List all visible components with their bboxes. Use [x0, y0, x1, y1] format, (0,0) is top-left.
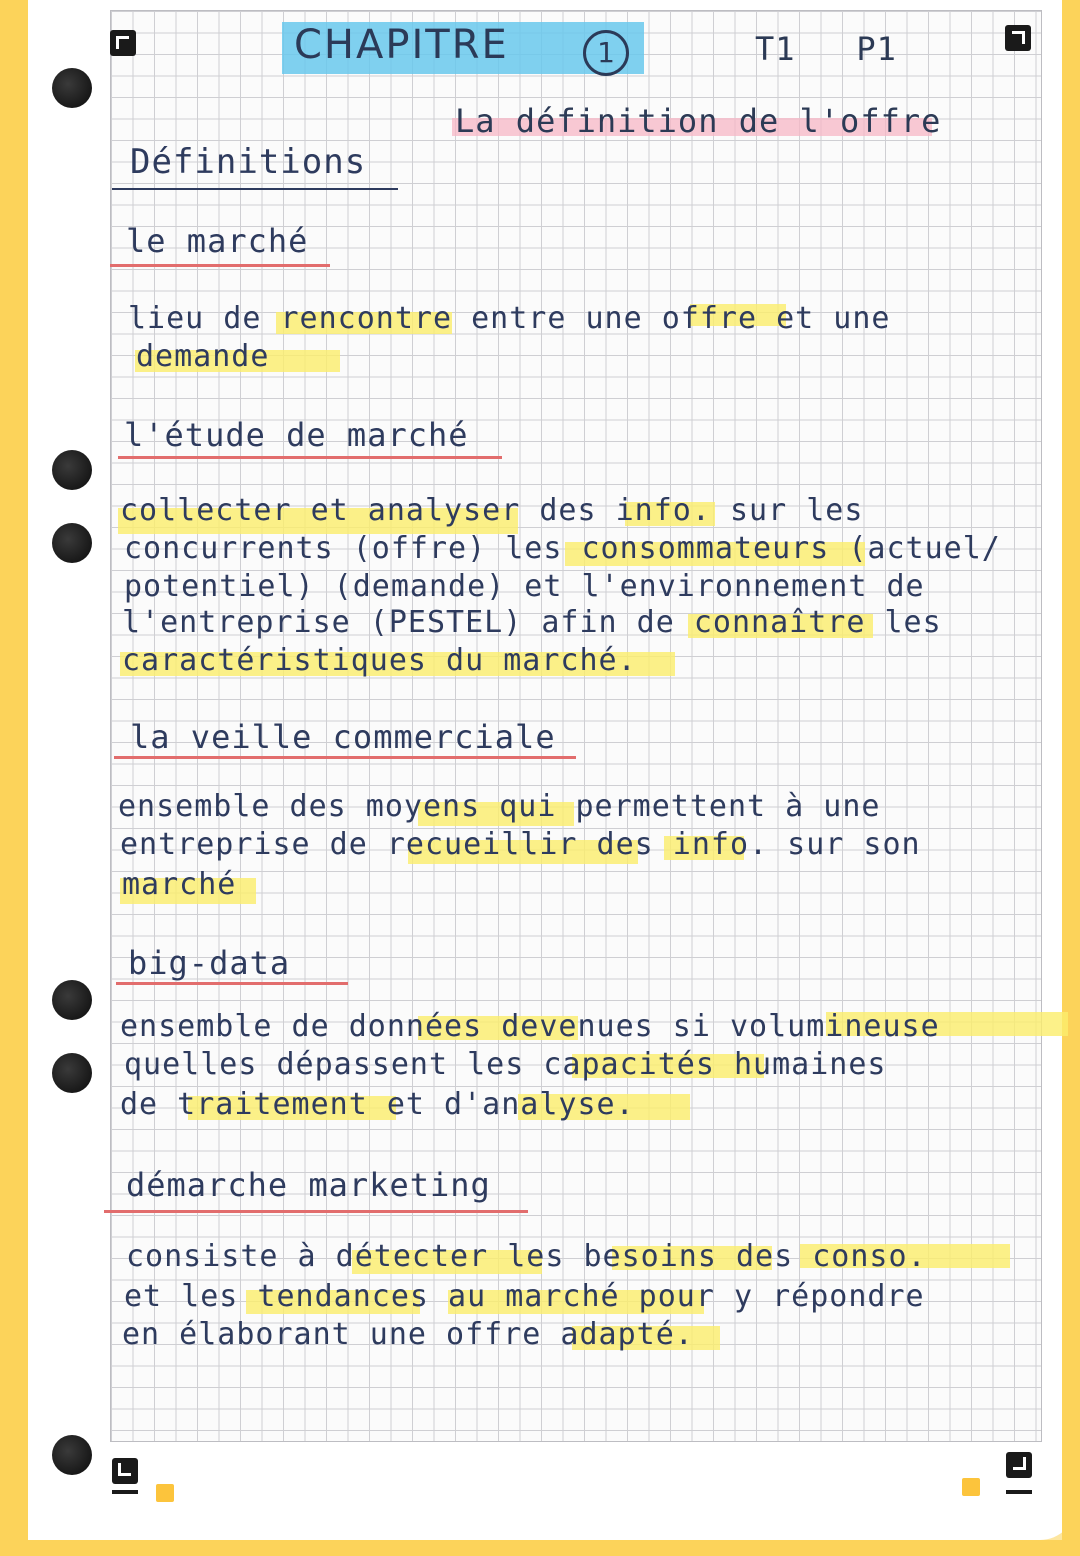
term-underline: [110, 264, 330, 267]
section-heading: Définitions: [130, 142, 367, 182]
definition-term: la veille commerciale: [130, 718, 556, 756]
binder-edge-bottom: [0, 1540, 1080, 1556]
definition-term: big-data: [128, 944, 291, 982]
definition-line: caractéristiques du marché.: [122, 643, 637, 678]
binder-hole: [52, 523, 92, 563]
definition-line: de traitement et d'analyse.: [120, 1087, 635, 1122]
definition-line: entreprise de recueillir des info. sur son: [120, 827, 921, 862]
definition-line: quelles dépassent les capacités humaines: [124, 1047, 887, 1082]
term-underline: [114, 756, 576, 759]
term-underline: [118, 456, 502, 459]
corner-marker-icon: [1006, 1452, 1032, 1478]
definition-line: en élaborant une offre adapté.: [122, 1317, 694, 1352]
corner-marker-icon: [1005, 25, 1031, 51]
definition-term: démarche marketing: [126, 1166, 491, 1204]
term-underline: [116, 982, 348, 985]
binder-edge-left: [0, 0, 28, 1556]
binder-hole: [52, 1053, 92, 1093]
corner-marker-icon: [110, 30, 136, 56]
definition-line: et les tendances au marché pour y répondre: [124, 1279, 925, 1314]
chapter-title: CHAPITRE: [294, 22, 509, 68]
corner-marker-icon: [112, 1458, 138, 1484]
binder-hole: [52, 1435, 92, 1475]
corner-bar-icon: [1006, 1490, 1032, 1494]
binder-hole: [52, 450, 92, 490]
chapter-number-badge: 1: [583, 30, 629, 76]
definition-line: collecter et analyser des info. sur les: [120, 493, 864, 528]
term-underline: [104, 1210, 528, 1213]
definition-line: lieu de rencontre entre une offre et une: [128, 301, 891, 336]
definition-term: l'étude de marché: [124, 416, 469, 454]
chapter-tags: T1 P1: [755, 30, 897, 68]
binder-hole: [52, 980, 92, 1020]
section-heading-underline: [112, 188, 398, 190]
definition-line: marché: [122, 867, 237, 902]
definition-line: demande: [136, 339, 270, 374]
definition-line: ensemble de données devenues si volumineuse: [120, 1009, 940, 1044]
binder-hole: [52, 68, 92, 108]
definition-term: le marché: [126, 222, 309, 260]
definition-line: potentiel) (demande) et l'environnement de: [124, 569, 925, 604]
definition-line: consiste à détecter les besoins des conso.: [126, 1239, 927, 1274]
definition-line: l'entreprise (PESTEL) afin de connaître les: [122, 605, 942, 640]
binder-edge-right: [1062, 0, 1080, 1556]
corner-square-icon: [962, 1478, 980, 1496]
corner-bar-icon: [112, 1490, 138, 1494]
corner-square-icon: [156, 1484, 174, 1502]
definition-line: concurrents (offre) les consommateurs (actuel/: [124, 531, 1001, 566]
definition-line: ensemble des moyens qui permettent à une: [118, 789, 881, 824]
page-subtitle: La définition de l'offre: [455, 102, 942, 140]
